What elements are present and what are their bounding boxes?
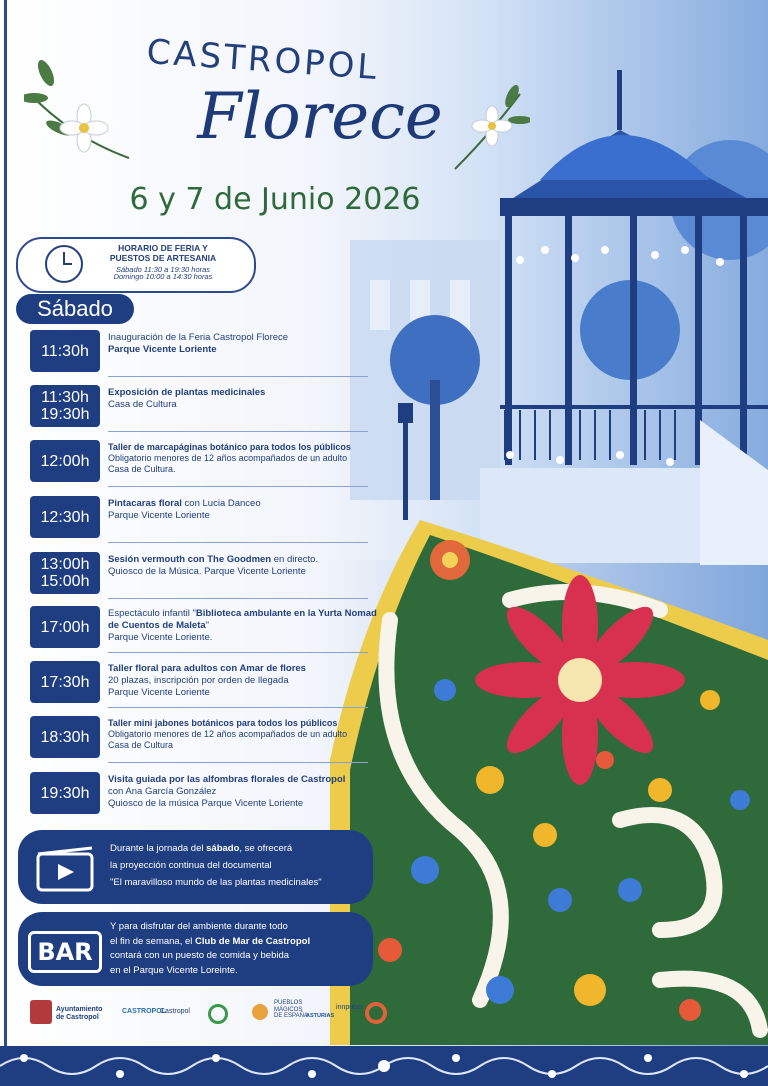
hours-title-1: HORARIO DE FERIA Y (118, 243, 208, 253)
event-note: Obligatorio menores de 12 años acompañados de un adulto (108, 729, 348, 739)
event-title: Visita guiada por las alfombras florales de Castropol (108, 774, 346, 785)
event-details (108, 332, 378, 356)
doc-line-1: Durante la jornada del (110, 843, 207, 854)
doc-day: sábado (206, 843, 240, 854)
logo-pueblos-2: MÁGICOS (274, 1006, 303, 1013)
sdg-wheel-icon (208, 1004, 228, 1024)
doc-line-2: la proyección continua del documental (110, 860, 272, 871)
row-divider (108, 376, 368, 377)
sponsor-logos (30, 998, 390, 1026)
event-details (108, 498, 378, 522)
event-time: 17:00h (30, 606, 100, 648)
event-title: Taller de marcapáginas botánico para todos los públicos (108, 442, 351, 452)
event-time: 19:30h (30, 772, 100, 814)
footer-ornament-band (0, 1046, 768, 1086)
left-flower-sprig-icon (24, 58, 134, 168)
event-title: Biblioteca ambulante en la Yurta Nomad de Cuentos de Maleta (108, 608, 377, 631)
schedule-row (30, 661, 360, 707)
coat-of-arms-icon (30, 1000, 52, 1024)
flower-logo-icon (252, 1004, 268, 1020)
bar-line-3: contará con un puesto de comida y bebida (110, 950, 290, 961)
event-extra: en directo. (271, 554, 319, 565)
fair-hours-box (16, 237, 256, 293)
event-venue: Parque Vicente Loriente (108, 510, 210, 521)
event-details (108, 718, 378, 751)
logo-pueblos-magicos (274, 1000, 308, 1020)
event-suffix: " (205, 620, 210, 631)
event-time: 18:30h (30, 716, 100, 758)
row-divider (108, 542, 368, 543)
event-date: 6 y 7 de Junio 2026 (129, 182, 421, 217)
bar-club: Club de Mar de Castropol (195, 935, 311, 947)
hours-title (88, 243, 238, 263)
bar-badge: BAR (28, 931, 102, 973)
row-divider (108, 762, 368, 763)
event-details (108, 554, 378, 578)
row-divider (108, 652, 368, 653)
event-host: con Ana García González (108, 786, 217, 797)
logo-pueblos-3: DE ESPAÑA (274, 1013, 308, 1019)
schedule-row (30, 772, 360, 818)
bar-info-box (18, 912, 373, 986)
event-title: Pintacaras floral (108, 498, 182, 509)
event-prefix: Espectáculo infantil " (108, 608, 196, 619)
event-venue: Casa de Cultura. (108, 464, 176, 474)
bar-line-1: Y para disfrutar del ambiente durante todo (110, 921, 288, 932)
schedule-row (30, 440, 360, 486)
hours-saturday: Sábado 11:30 a 19:30 horas (115, 265, 211, 274)
schedule-row (30, 330, 360, 376)
logo-asturias: ASTURIAS (306, 1013, 335, 1019)
title-florece: Florece (197, 80, 443, 154)
event-title: Exposición de plantas medicinales (108, 387, 266, 398)
documentary-info-box (18, 830, 373, 904)
event-venue: Quiosco de la música Parque Vicente Loriente (108, 798, 304, 809)
event-details (108, 663, 378, 699)
event-venue: Parque Vicente Loriente (108, 687, 210, 698)
event-time: 12:30h (30, 496, 100, 538)
event-details (108, 774, 378, 810)
event-details (108, 442, 378, 475)
event-host: con Lucia Danceo (181, 498, 261, 509)
event-venue: Parque Vicente Loriente (108, 344, 217, 355)
schedule-row (30, 385, 360, 431)
documentary-text (110, 840, 370, 891)
row-divider (108, 486, 368, 487)
doc-line-1-end: , se ofrecerá (239, 843, 293, 854)
schedule-row (30, 552, 360, 598)
row-divider (108, 431, 368, 432)
hours-title-2: PUESTOS DE ARTESANIA (109, 253, 217, 263)
ring-logo-icon (365, 1002, 387, 1024)
right-flower-sprig-icon (450, 84, 530, 179)
gazebo-flower-carpet-illustration (330, 0, 768, 1045)
event-note: 20 plazas, inscripción por orden de llegada (108, 675, 289, 686)
bar-line-4: en el Parque Vicente Loreinte. (110, 964, 238, 976)
logo-innpulso: innpulso (336, 1004, 363, 1011)
row-divider (108, 598, 368, 599)
row-divider (108, 707, 368, 708)
event-time: 11:30h (30, 330, 100, 372)
logo-destino: Castropol (160, 1008, 190, 1015)
logo-ayto-1: Ayuntamiento (56, 1006, 103, 1013)
title-castropol: CASTROPOL (145, 31, 381, 89)
event-title: Taller mini jabones botánicos para todos los públicos (108, 718, 338, 728)
schedule-row (30, 606, 377, 652)
event-venue: Casa de Cultura (108, 399, 177, 410)
event-note: Obligatorio menores de 12 años acompañados de un adulto (108, 453, 348, 463)
left-border (4, 0, 7, 1050)
event-venue: Parque Vicente Loriente. (108, 632, 213, 643)
schedule-row (30, 496, 360, 542)
schedule-row (30, 716, 360, 762)
hours-sunday: Domingo 10:00 a 14:30 horas (113, 272, 213, 281)
event-time: 11:30h 19:30h (30, 385, 100, 427)
event-title: Sesión vermouth con The Goodmen (108, 554, 272, 565)
clock-icon (45, 245, 83, 283)
event-details (108, 608, 378, 644)
event-title: Taller floral para adultos con Amar de flores (108, 663, 306, 674)
day-heading: Sábado (16, 294, 134, 324)
scroll-ornament-icon (0, 1046, 768, 1086)
doc-title: "El maravilloso mundo de las plantas medicinales" (110, 877, 322, 888)
event-time: 13:00h 15:00h (30, 552, 100, 594)
bar-line-2: el fin de semana, el (110, 935, 196, 947)
event-venue: Quiosco de la Música. Parque Vicente Loriente (108, 566, 306, 577)
bar-text (110, 920, 370, 978)
event-details (108, 387, 378, 411)
event-venue: Casa de Cultura (108, 740, 174, 750)
event-title: Inauguración de la Feria Castropol Florece (108, 332, 289, 343)
video-player-icon (36, 842, 94, 892)
event-time: 17:30h (30, 661, 100, 703)
logo-castropol: CASTROPOL (122, 1008, 166, 1015)
event-time: 12:00h (30, 440, 100, 482)
logo-ayto-2: de Castropol (56, 1014, 99, 1021)
logo-pueblos-1: PUEBLOS (274, 1000, 303, 1006)
